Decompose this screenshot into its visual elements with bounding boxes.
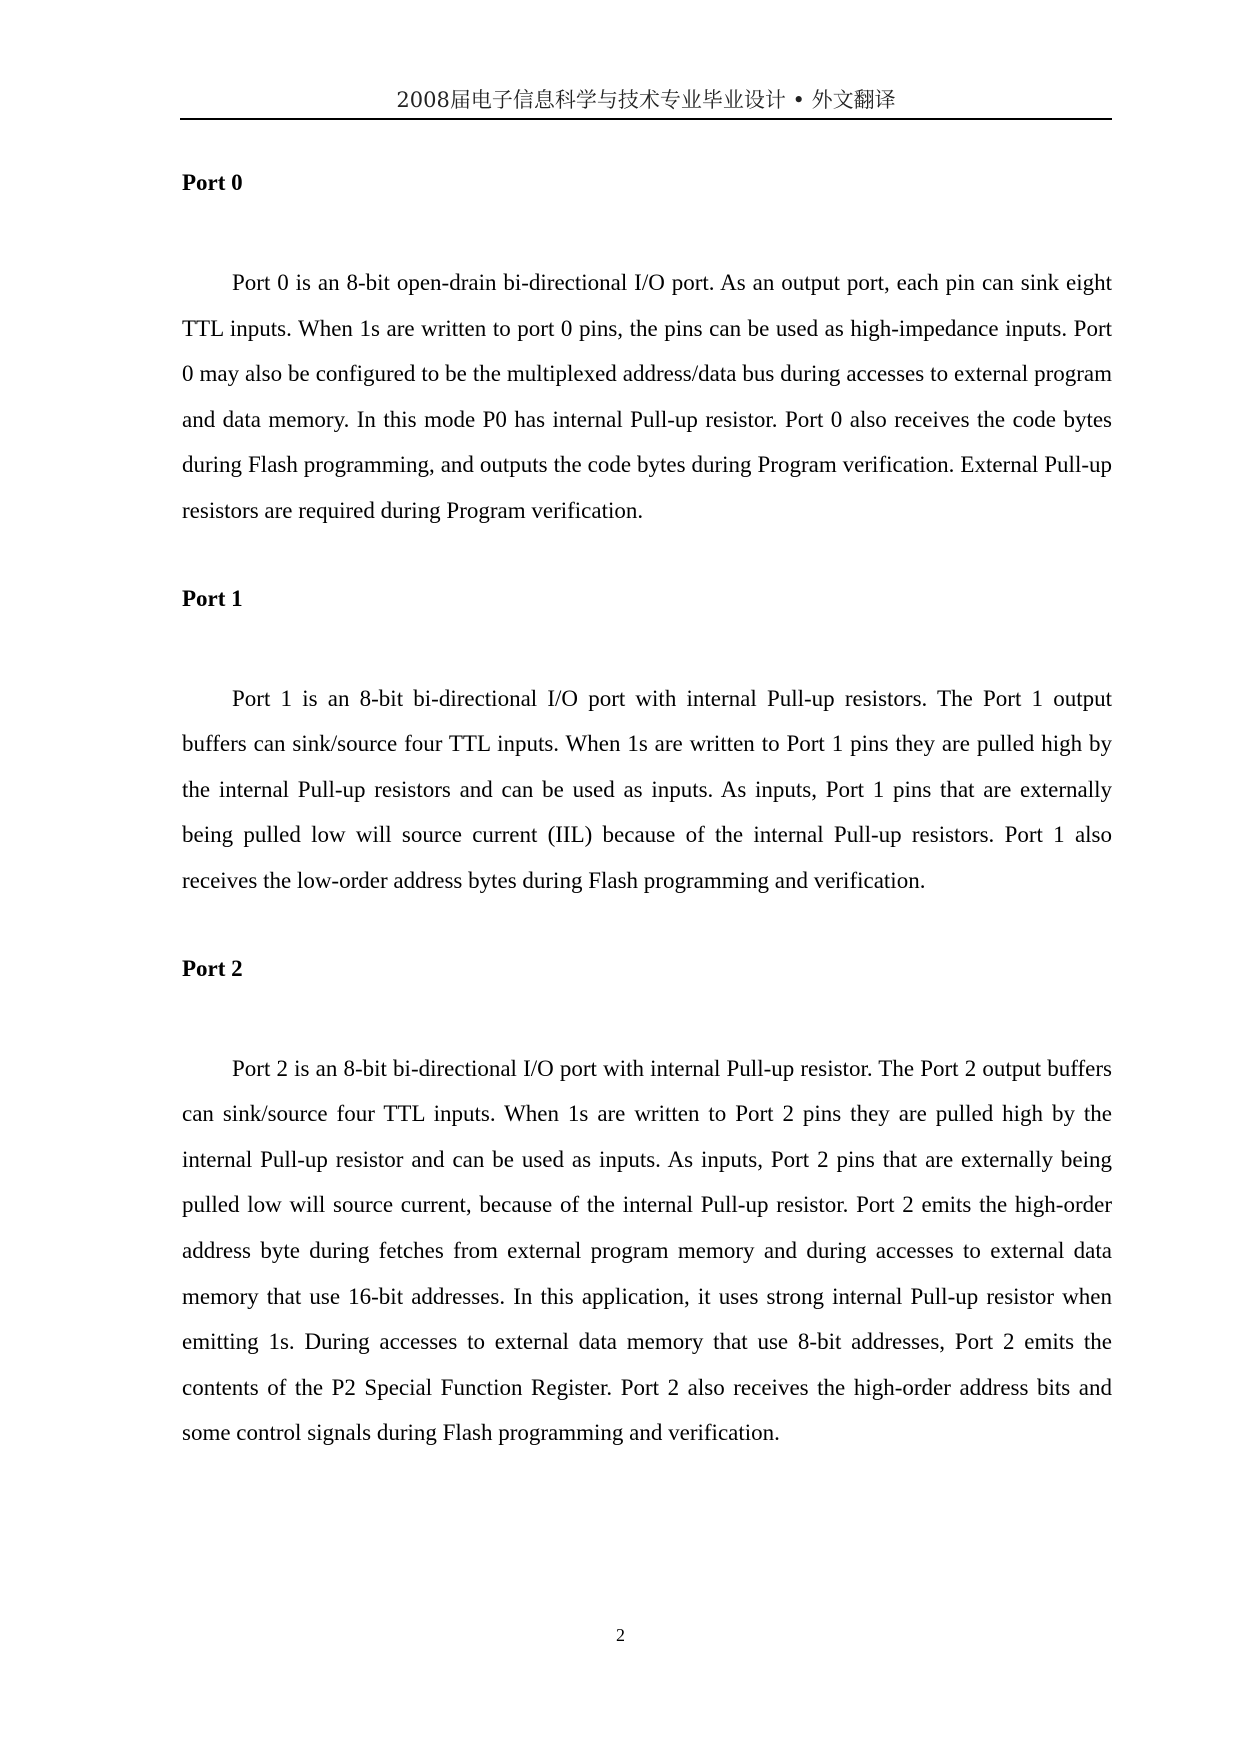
- page-header-title: 2008届电子信息科学与技术专业毕业设计 • 外文翻译: [396, 88, 896, 112]
- section-port-2: [182, 954, 1112, 1456]
- section-paragraph: Port 0 is an 8-bit open-drain bi-directional I/O port. As an output port, each pin can sink eight TTL inputs. When 1s are written to port 0 pins, the pins can be used as high-impedance inputs. Port 0 may also be configured to be the multiplexed address/data bus during accesses to external program and data memory. In this mode P0 has internal Pull-up resistor. Port 0 also receives the code bytes during Flash programming, and outputs the code bytes during Program verification. External Pull-up resistors are required during Program verification.: [182, 270, 1112, 523]
- section-paragraph: Port 2 is an 8-bit bi-directional I/O port with internal Pull-up resistor. The Port 2 output buffers can sink/source four TTL inputs. When 1s are written to Port 2 pins they are pulled high by the internal Pull-up resistor and can be used as inputs. As inputs, Port 2 pins that are externally being pulled low will source current, because of the internal Pull-up resistor. Port 2 emits the high-order address byte during fetches from external program memory and during accesses to external data memory that use 16-bit addresses. In this application, it uses strong internal Pull-up resistor when emitting 1s. During accesses to external data memory that use 8-bit addresses, Port 2 emits the contents of the P2 Special Function Register. Port 2 also receives the high-order address bits and some control signals during Flash programming and verification.: [182, 1055, 1112, 1446]
- document-body: [182, 168, 1112, 1506]
- section-heading: Port 1: [182, 585, 243, 611]
- section-heading: Port 0: [182, 170, 243, 195]
- page-number: 2: [616, 1625, 625, 1645]
- section-port-0: [182, 168, 1112, 534]
- section-heading: Port 2: [182, 955, 243, 981]
- section-port-1: [182, 584, 1112, 904]
- section-paragraph: Port 1 is an 8-bit bi-directional I/O port with internal Pull-up resistors. The Port 1 output buffers can sink/source four TTL inputs. When 1s are written to Port 1 pins they are pulled high by the internal Pull-up resistors and can be used as inputs. As inputs, Port 1 pins that are externally being pulled low will source current (IIL) because of the internal Pull-up resistors. Port 1 also receives the low-order address bytes during Flash programming and verification.: [182, 685, 1112, 893]
- header-divider: [180, 118, 1112, 120]
